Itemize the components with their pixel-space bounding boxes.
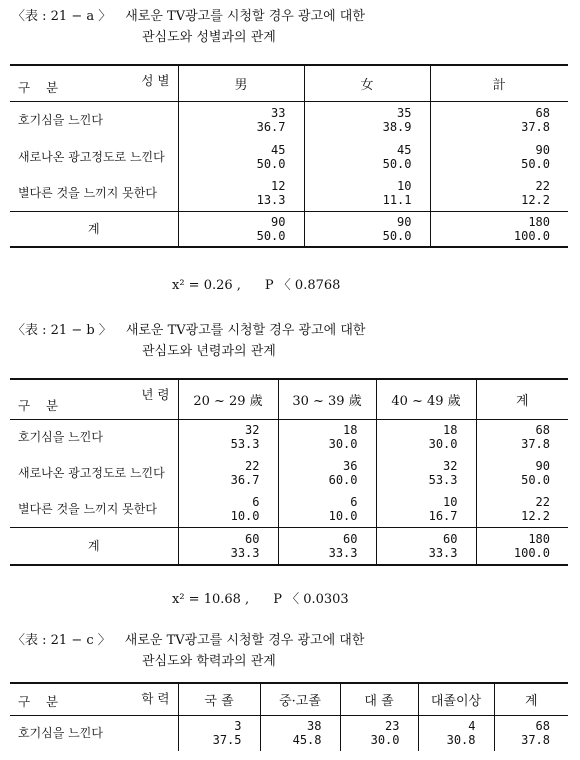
row-label: 별다른 것을 느끼지 못한다: [18, 501, 157, 516]
table-cell: 23 30.0: [340, 715, 418, 751]
table-cell: 10 16.7: [376, 491, 476, 527]
table-b-col-total: 계: [476, 379, 568, 419]
chi-square: x² = 0.26 ,: [172, 278, 241, 293]
table-c-col-graduate: 대졸이상: [418, 683, 494, 715]
table-c-corner: [10, 683, 178, 715]
table-cell: 22 36.7: [178, 455, 278, 491]
table-b-col-20s: 20 ~ 29 歲: [178, 379, 278, 419]
table-cell: 4 30.8: [418, 715, 494, 751]
table-total-row: [10, 211, 568, 247]
table-a-title-line2: 관심도와 성별과의 관계: [142, 30, 276, 45]
table-cell: 38 45.8: [260, 715, 340, 751]
table-cell: 180 100.0: [476, 527, 568, 565]
table-c-col-elementary: 국 졸: [178, 683, 260, 715]
table-c-col-college: 대 졸: [340, 683, 418, 715]
table-row: [10, 491, 568, 527]
table-cell: 6 10.0: [178, 491, 278, 527]
chi-square: x² = 10.68 ,: [172, 592, 250, 607]
table-total-row: [10, 527, 568, 565]
table-cell: 36 60.0: [278, 455, 376, 491]
p-value: P 〈 0.0303: [273, 592, 349, 607]
table-cell: 33 36.7: [178, 101, 304, 139]
table-cell: 6 10.0: [278, 491, 376, 527]
row-label: 호기심을 느낀다: [18, 430, 103, 445]
table-cell: 68 37.8: [494, 715, 568, 751]
table-c-corner-bottom: 구 분: [18, 693, 65, 709]
table-c-title-line2: 관심도와 학력과의 관계: [142, 654, 276, 669]
table-a-label: 〈表 : 21 − a 〉: [12, 9, 112, 24]
table-a-corner: [10, 65, 178, 101]
table-row: [10, 175, 568, 211]
table-c-title-line1: 새로운 TV광고를 시청할 경우 광고에 대한: [124, 633, 365, 648]
total-label: 계: [10, 211, 178, 247]
table-cell: 10 11.1: [304, 175, 430, 211]
table-cell: 22 12.2: [430, 175, 568, 211]
table-b-stat: [172, 588, 349, 607]
table-b-corner: [10, 379, 178, 419]
table-b-corner-top: 년 령: [141, 387, 170, 402]
row-label: 새로나온 광고정도로 느낀다: [18, 150, 165, 164]
table-row: [10, 139, 568, 175]
table-row: [10, 101, 568, 139]
p-value: P 〈 0.8768: [264, 278, 341, 293]
table-cell: 90 50.0: [430, 139, 568, 175]
table-cell: 180 100.0: [430, 211, 568, 247]
table-cell: 90 50.0: [178, 211, 304, 247]
table-cell: 32 53.3: [376, 455, 476, 491]
table-cell: 60 33.3: [178, 527, 278, 565]
table-b-title-line2: 관심도와 년령과의 관계: [142, 344, 276, 359]
table-b-label: 〈表 : 21 − b 〉: [12, 323, 112, 338]
table-cell: 60 33.3: [278, 527, 376, 565]
table-cell: 12 13.3: [178, 175, 304, 211]
table-b-col-40s: 40 ~ 49 歲: [376, 379, 476, 419]
table-cell: 68 37.8: [430, 101, 568, 139]
table-b-title-line1: 새로운 TV광고를 시청할 경우 광고에 대한: [125, 323, 366, 338]
table-cell: 35 38.9: [304, 101, 430, 139]
table-c-col-total: 계: [494, 683, 568, 715]
table-b: [10, 378, 568, 566]
table-a-col-female: 女: [304, 65, 430, 101]
table-cell: 22 12.2: [476, 491, 568, 527]
table-a-title-line1: 새로운 TV광고를 시청할 경우 광고에 대한: [125, 9, 365, 24]
table-c-corner-top: 학 력: [141, 691, 170, 706]
table-cell: 90 50.0: [304, 211, 430, 247]
table-a-corner-top: 성 별: [141, 73, 170, 88]
table-c-col-secondary: 중·고졸: [260, 683, 340, 715]
table-cell: 32 53.3: [178, 419, 278, 455]
table-b-caption: [12, 320, 365, 362]
table-a-col-total: 計: [430, 65, 568, 101]
table-c-label: 〈表 : 21 − c 〉: [12, 633, 111, 648]
table-a-caption: [12, 6, 365, 48]
row-label: 호기심을 느낀다: [18, 113, 103, 128]
table-c: [10, 682, 568, 751]
table-b-corner-bottom: 구 분: [18, 397, 65, 413]
table-cell: 68 37.8: [476, 419, 568, 455]
row-label: 호기심을 느낀다: [18, 726, 103, 741]
table-row: [10, 419, 568, 455]
total-label: 계: [10, 527, 178, 565]
table-row: [10, 715, 568, 751]
table-cell: 45 50.0: [178, 139, 304, 175]
table-cell: 18 30.0: [376, 419, 476, 455]
table-cell: 18 30.0: [278, 419, 376, 455]
table-a-corner-bottom: 구 분: [18, 79, 65, 95]
table-a: [10, 64, 568, 248]
row-label: 별다른 것을 느끼지 못한다: [18, 185, 157, 200]
table-c-caption: [12, 630, 364, 672]
row-label: 새로나온 광고정도로 느낀다: [18, 466, 165, 480]
table-cell: 60 33.3: [376, 527, 476, 565]
table-a-col-male: 男: [178, 65, 304, 101]
table-cell: 90 50.0: [476, 455, 568, 491]
table-cell: 3 37.5: [178, 715, 260, 751]
table-a-stat: [172, 274, 340, 293]
table-cell: 45 50.0: [304, 139, 430, 175]
table-row: [10, 455, 568, 491]
table-b-col-30s: 30 ~ 39 歲: [278, 379, 376, 419]
